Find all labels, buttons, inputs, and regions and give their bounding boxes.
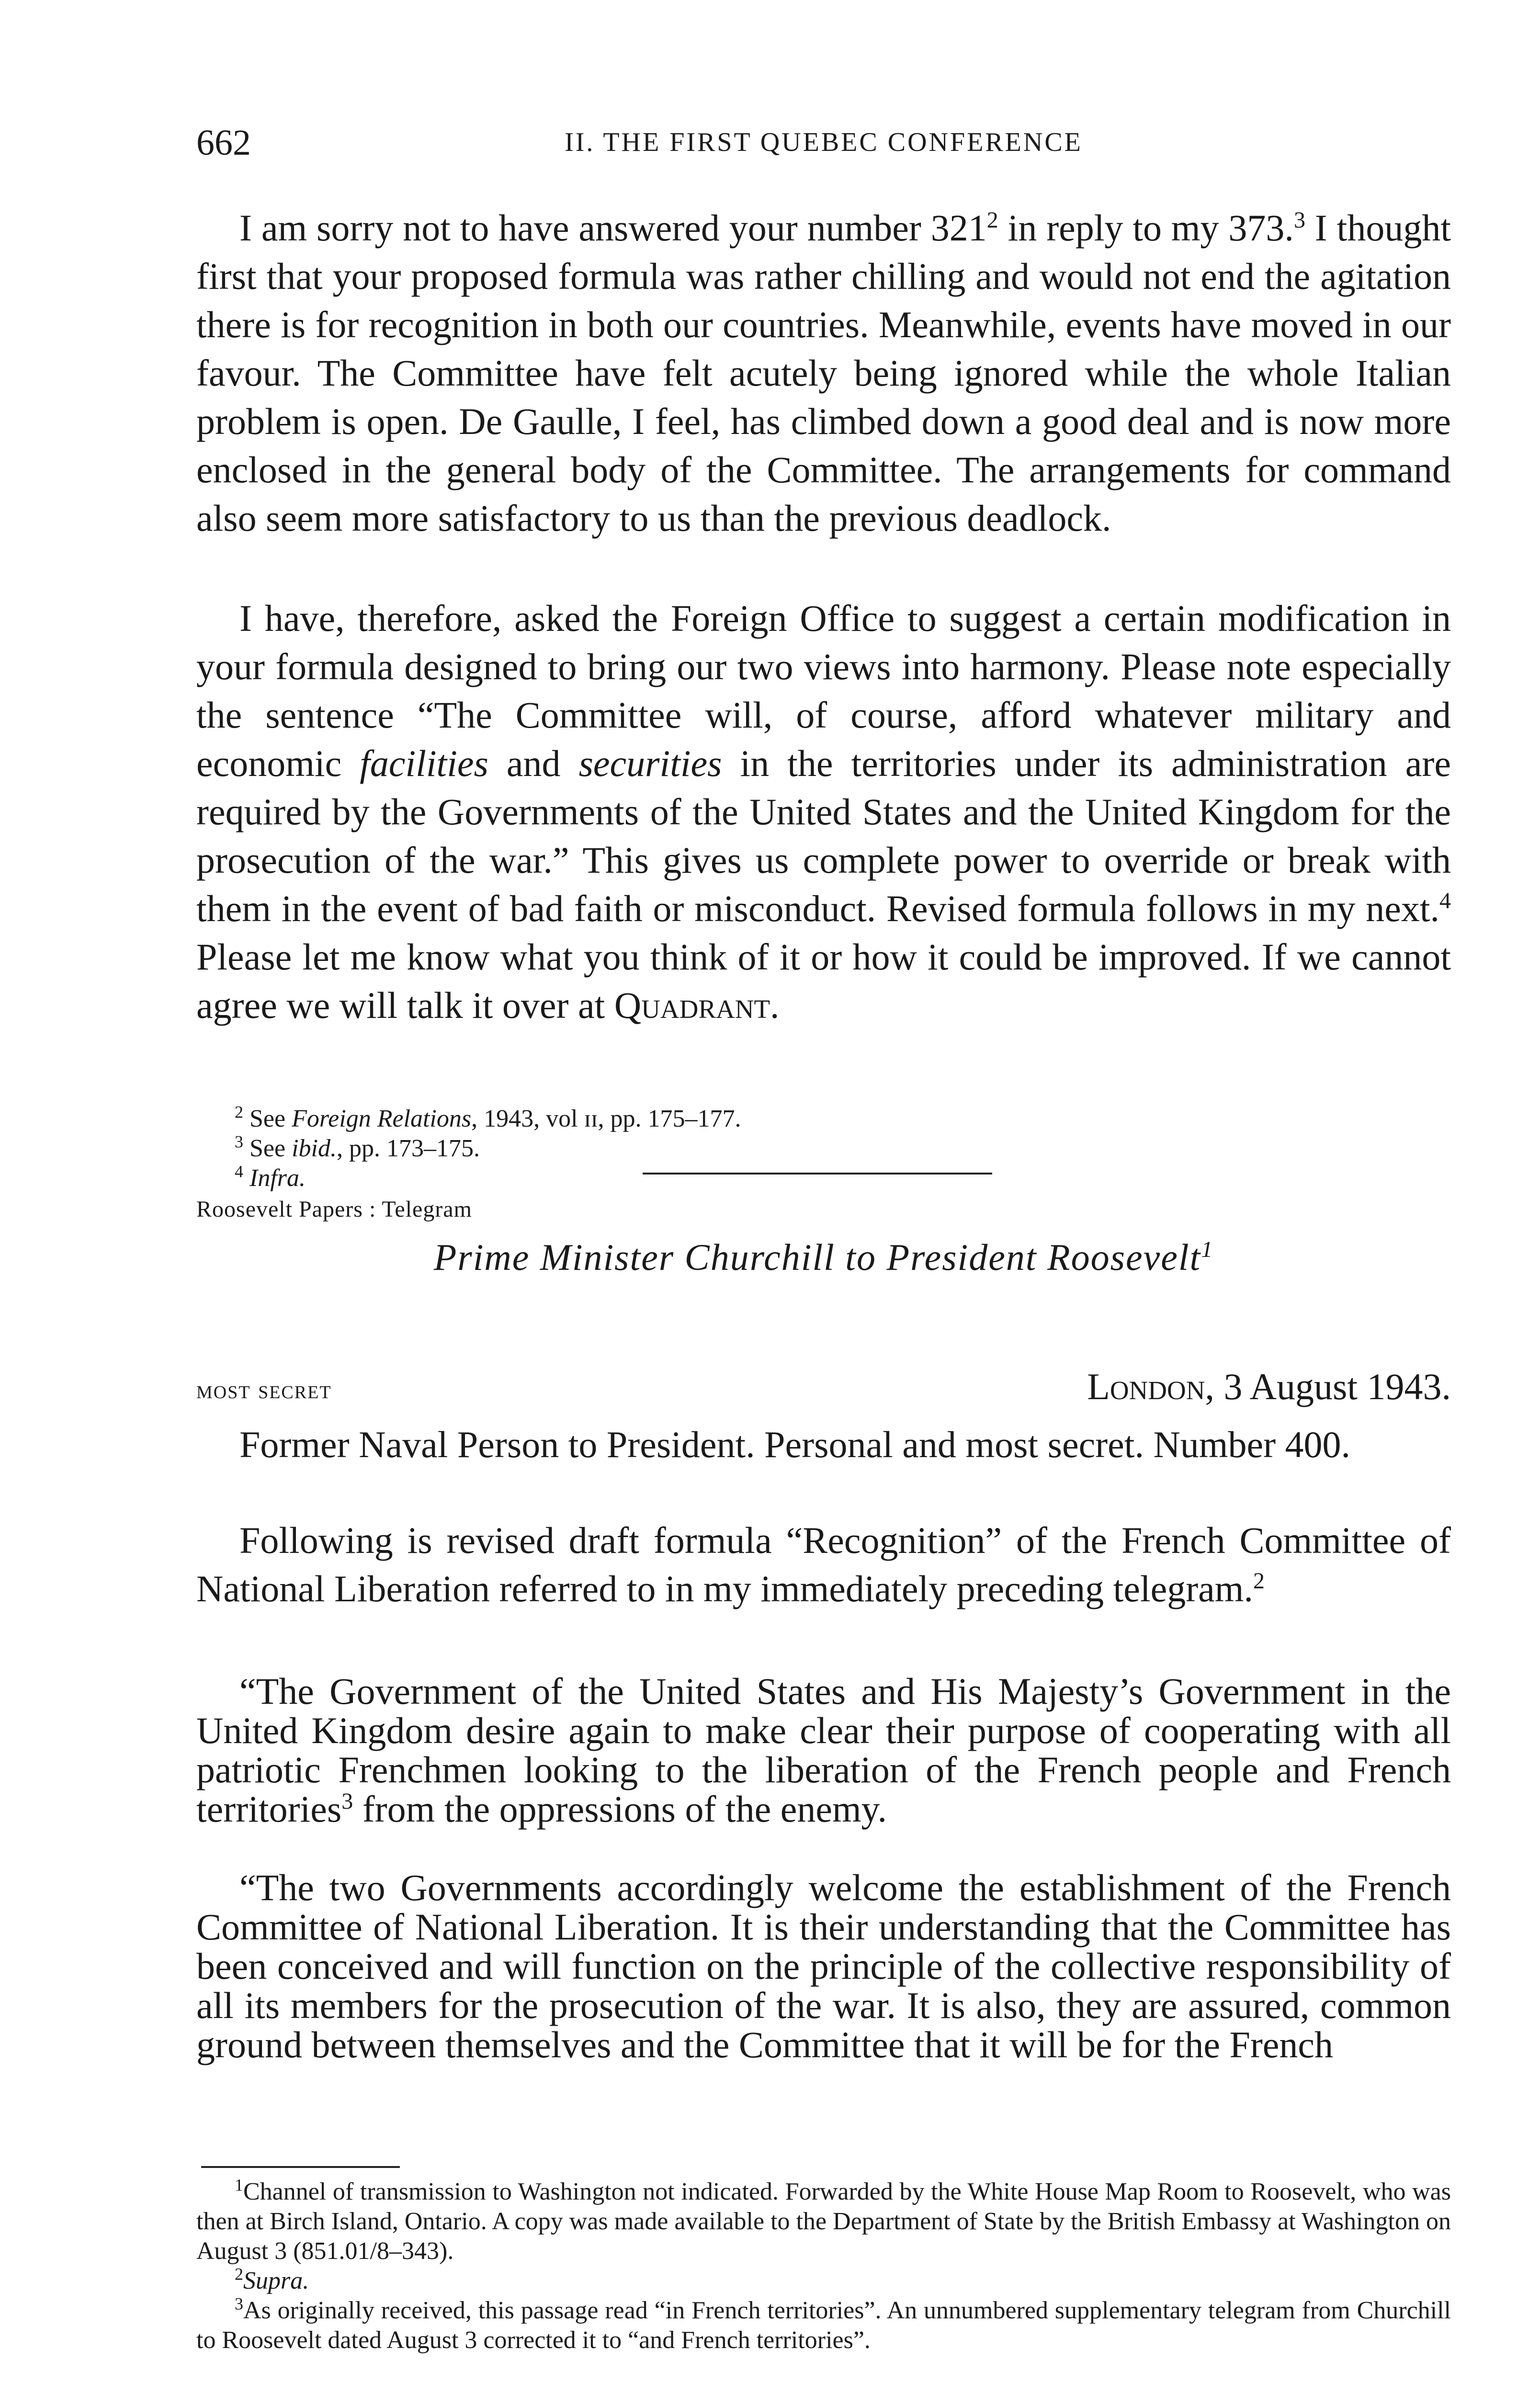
footnote [196,1134,1451,1163]
document-title [196,1236,1451,1279]
running-head [196,122,1451,170]
footnote-ref: 4 [1439,888,1451,913]
footnote [196,1163,1451,1193]
text-run: “The Government of the United States and His Majesty’s Government in the United Kingdom desire again to make clear their purpose of cooperating with all patriotic Frenchmen looking to the liberation of the French people and French territories [196,1670,1451,1830]
quoted-paragraph-1 [196,1672,1451,1829]
place-date [1087,1365,1451,1408]
text-run: Please let me know what you think of it or how it could be improved. If we cannot agree we will talk it over at [196,936,1451,1026]
italic-term: securities [578,742,722,784]
footnote-ref: 1 [1201,1237,1214,1262]
text-run: See [243,1105,292,1132]
footnote-ref: 2 [986,207,998,233]
text-run: in the territories under its administration are required by the Governments of the United States and the United Kingdom for the prosecution of the war.” This gives us complete power to override or break with them in the event of bad faith or misconduct. Revised formula follows in my next. [196,742,1451,929]
text-run: Former Naval Person to President. Personal and most secret. Number 400. [239,1424,1351,1465]
classification: most secret [196,1375,332,1404]
text-run [243,1164,249,1192]
place: London [1087,1366,1205,1407]
telegram-paragraph-2 [196,1516,1451,1613]
text-run: I thought first that your proposed formula was rather chilling and would not end the agitation there is for recognition in both our countries. Meanwhile, events have moved in our favour. The Committee have felt acutely being ignored while the whole Italian problem is open. De Gaulle, I feel, has climbed down a good deal and is now more enclosed in the general body of the Committee. The arrangements for command also seem more satisfactory to us than the previous deadlock. [196,207,1451,539]
footnote-ref: 3 [341,1789,353,1814]
text-run: Following is revised draft formula “Recognition” of the French Committee of National Liberation referred to in my immediately preceding telegram. [196,1519,1451,1609]
footnote [196,2177,1451,2266]
text-run: I have, therefore, asked the Foreign Office to suggest a certain modification in your formula designed to bring our two views into harmony. Please note especially the sentence “The Committee will, of course, afford whatever military and economic [196,597,1451,784]
prev-paragraph-2 [196,594,1451,1029]
footnote-number: 4 [235,1162,243,1181]
text-run: from the oppressions of the enemy. [353,1788,887,1830]
text-run: and [488,742,579,784]
italic-term: facilities [360,742,488,784]
text-run: “The two Governments accordingly welcome the establishment of the French Committee of National Liberation. It is their understanding that the Committee has been conceived and will function on the principle of the collective responsibility of all its members for the prosecution of the war. It is also, they are assured, common ground between themselves and the Committee that it will be for the French [196,1867,1451,2065]
italic-term: ibid. [292,1135,337,1162]
footnote-number: 3 [235,1132,243,1152]
date: , 3 August 1943. [1205,1366,1451,1407]
footnote-number: 1 [235,2175,243,2195]
footnote-number: 3 [235,2294,243,2314]
section-title: II. THE FIRST QUEBEC CONFERENCE [565,127,1083,157]
text-run: See [243,1135,292,1162]
footnote-number: 2 [235,2264,243,2284]
footnote-divider [201,2166,400,2168]
section-divider [643,1173,992,1175]
footnote-number: 2 [235,1102,243,1122]
prev-paragraph-1 [196,204,1451,542]
footnote-text: Channel of transmission to Washington not indicated. Forwarded by the White House Map Room to Roosevelt, who was then at Birch Island, Ontario. A copy was made available to the Department of State by the British Embassy at Washington on August 3 (851.01/8–343). [196,2178,1451,2265]
quoted-paragraph-2 [196,1868,1451,2064]
source-line: Roosevelt Papers : Telegram [196,1197,472,1222]
footnote [196,2296,1451,2355]
footnote [196,2266,1451,2296]
footnote-ref: 3 [1293,207,1305,233]
footnote [196,1104,1451,1134]
italic-term: Supra. [243,2267,309,2294]
text-run: , pp. 173–175. [337,1135,480,1162]
footnote-text: As originally received, this passage read “in French territories”. An unnumbered supplementary telegram from Churchill to Roosevelt dated August 3 corrected it to “and French territories”. [196,2297,1451,2354]
text-run: I am sorry not to have answered your number 321 [239,207,987,249]
italic-term: Foreign Relations [292,1105,472,1132]
italic-term: Infra. [249,1164,306,1192]
footnote-ref: 2 [1253,1568,1265,1594]
title-text: Prime Minister Churchill to President Roosevelt [433,1236,1201,1278]
telegram-paragraph-1 [196,1420,1451,1469]
codeword: Quadrant [614,984,770,1026]
page-number: 662 [196,123,251,163]
text-run: . [770,984,780,1026]
telegram-footnotes [196,2177,1451,2355]
text-run: , 1943, vol ɪɪ, pp. 175–177. [471,1105,741,1132]
text-run: in reply to my 373. [998,207,1294,249]
prev-footnotes [196,1104,1451,1193]
